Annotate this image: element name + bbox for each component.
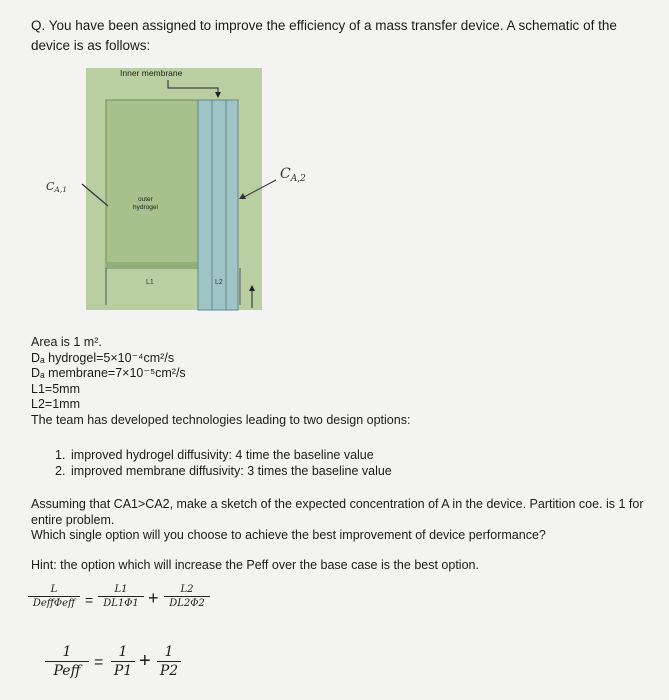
given-l1: L1=5mm — [31, 381, 80, 396]
given-l2: L2=1mm — [31, 397, 80, 411]
eq2-equals: = — [94, 654, 104, 671]
design-options-intro: The team has developed technologies leading to two design options: — [31, 412, 411, 427]
eq1-term2: $\frac{L2}{DL2\Phi 2}$ — [164, 584, 210, 609]
assumption-block — [31, 497, 661, 544]
equation-permeability — [45, 644, 245, 689]
outer-hydrogel-label-2: hydrogel — [133, 204, 158, 211]
given-d-membrane: Dₐ membrane=7×10⁻⁵cm²/s — [31, 366, 186, 380]
given-parameters — [31, 335, 410, 428]
question2-text: Which single option will you choose to achieve the best improvement of device performance? — [31, 528, 546, 542]
eq1-term1: $\frac{L1}{DL1\Phi 1}$ — [98, 584, 144, 609]
outer-hydrogel-label-1: outer — [138, 196, 153, 203]
option-item: 1. improved hydrogel diffusivity: 4 time the baseline value — [55, 448, 374, 462]
l2-label: L2 — [215, 279, 223, 286]
device-schematic — [0, 0, 669, 320]
eq1-equals: = — [85, 592, 94, 608]
given-area: Area is 1 m². — [31, 335, 102, 349]
eq2-term2: $\frac{1}{P2}$ — [157, 644, 181, 679]
ca1-label: CA,1 — [46, 180, 67, 194]
eq2-plus: + — [139, 650, 151, 672]
given-d-hydrogel: Dₐ hydrogel=5×10⁻⁴cm²/s — [31, 350, 175, 365]
eq1-plus: + — [148, 588, 159, 608]
eq1-lhs: L DeffΦeff — [28, 584, 80, 609]
assumption-text: Assuming that CA1>CA2, make a sketch of the expected concentration of A in the device. Partition coe. is 1 for entire problem. — [31, 497, 644, 527]
eq2-term1: $\frac{1}{P1}$ — [111, 644, 135, 679]
eq2-lhs: 1 Peff — [45, 644, 89, 679]
design-options-list — [55, 448, 392, 479]
equation-resistance — [28, 584, 228, 624]
l1-label: L1 — [146, 279, 154, 286]
hint-text: Hint: the option which will increase the Peff over the base case is the best option. — [31, 558, 479, 572]
ca2-label: $C_{A,2}$ — [280, 166, 306, 184]
option-item: 2. improved membrane diffusivity: 3 times the baseline value — [55, 463, 392, 478]
inner-membrane-label: Inner membrane — [120, 68, 183, 78]
outer-hydrogel-region — [106, 100, 198, 268]
hydrogel-bottom-strip — [106, 262, 198, 268]
question-text: Q. You have been assigned to improve the efficiency of a mass transfer device. A schematic of the device is as follows: — [31, 18, 617, 53]
